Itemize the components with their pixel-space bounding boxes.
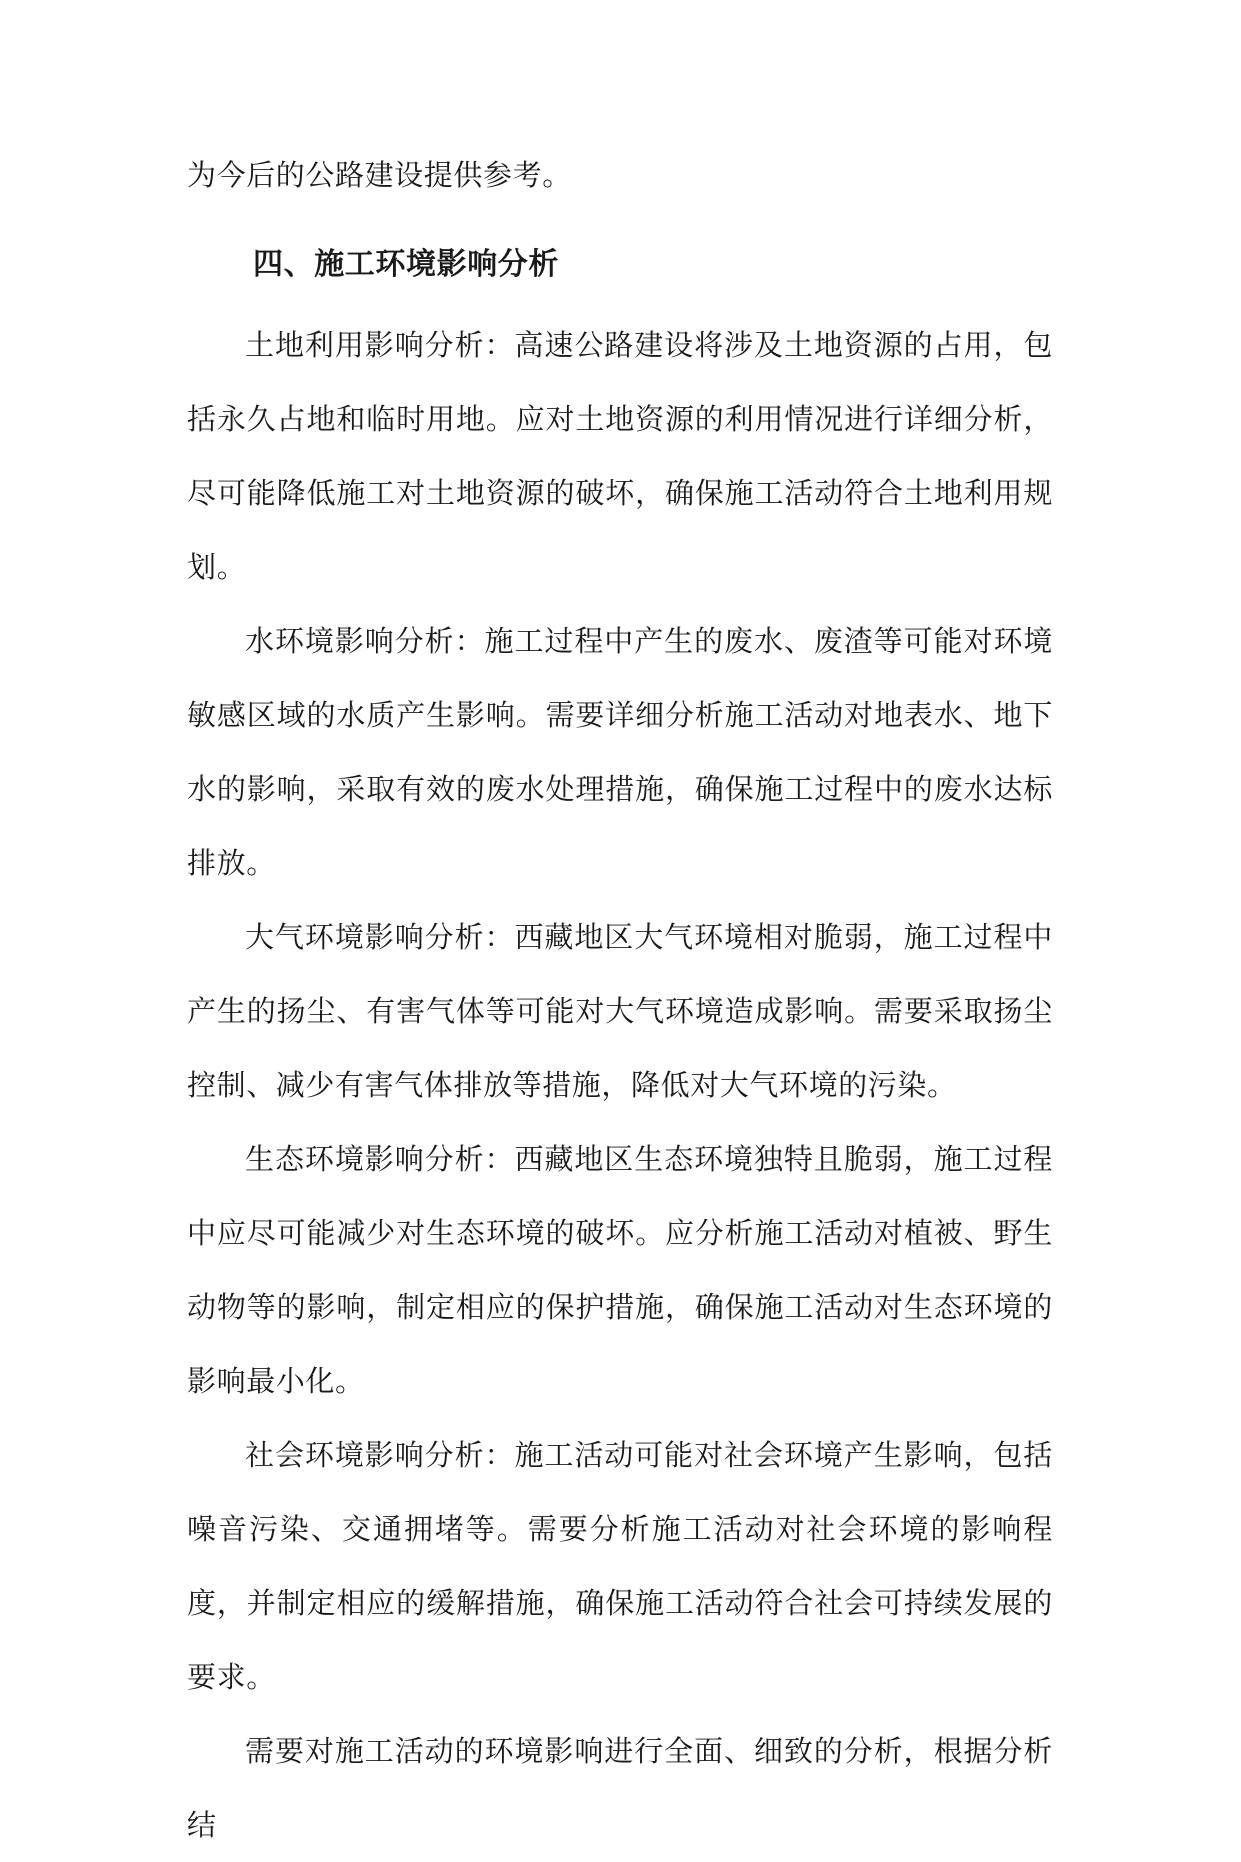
paragraph-social-environment: 社会环境影响分析：施工活动可能对社会环境产生影响，包括噪音污染、交通拥堵等。需要分析施工活动对社会环境的影响程度，并制定相应的缓解措施，确保施工活动符合社会可持续发展的要求。 <box>187 1438 1053 1694</box>
paragraph-atmosphere: 大气环境影响分析：西藏地区大气环境相对脆弱，施工过程中产生的扬尘、有害气体等可能对大气环境造成影响。需要采取扬尘控制、减少有害气体排放等措施，降低对大气环境的污染。 <box>187 920 1053 1102</box>
paragraph-conclusion: 需要对施工活动的环境影响进行全面、细致的分析，根据分析结 <box>187 1734 1053 1842</box>
document-body <box>187 138 1053 1862</box>
paragraph-land-use: 土地利用影响分析：高速公路建设将涉及土地资源的占用，包括永久占地和临时用地。应对土地资源的利用情况进行详细分析，尽可能降低施工对土地资源的破坏，确保施工活动符合土地利用规划。 <box>187 328 1053 584</box>
paragraph-ecology: 生态环境影响分析：西藏地区生态环境独特且脆弱，施工过程中应尽可能减少对生态环境的破坏。应分析施工活动对植被、野生动物等的影响，制定相应的保护措施，确保施工活动对生态环境的影响最小化。 <box>187 1142 1053 1398</box>
section-heading: 四、施工环境影响分析 <box>253 247 559 282</box>
paragraph-continuation: 为今后的公路建设提供参考。 <box>187 158 572 192</box>
paragraph-water-environment: 水环境影响分析：施工过程中产生的废水、废渣等可能对环境敏感区域的水质产生影响。需要详细分析施工活动对地表水、地下水的影响，采取有效的废水处理措施，确保施工过程中的废水达标排放。 <box>187 624 1053 880</box>
